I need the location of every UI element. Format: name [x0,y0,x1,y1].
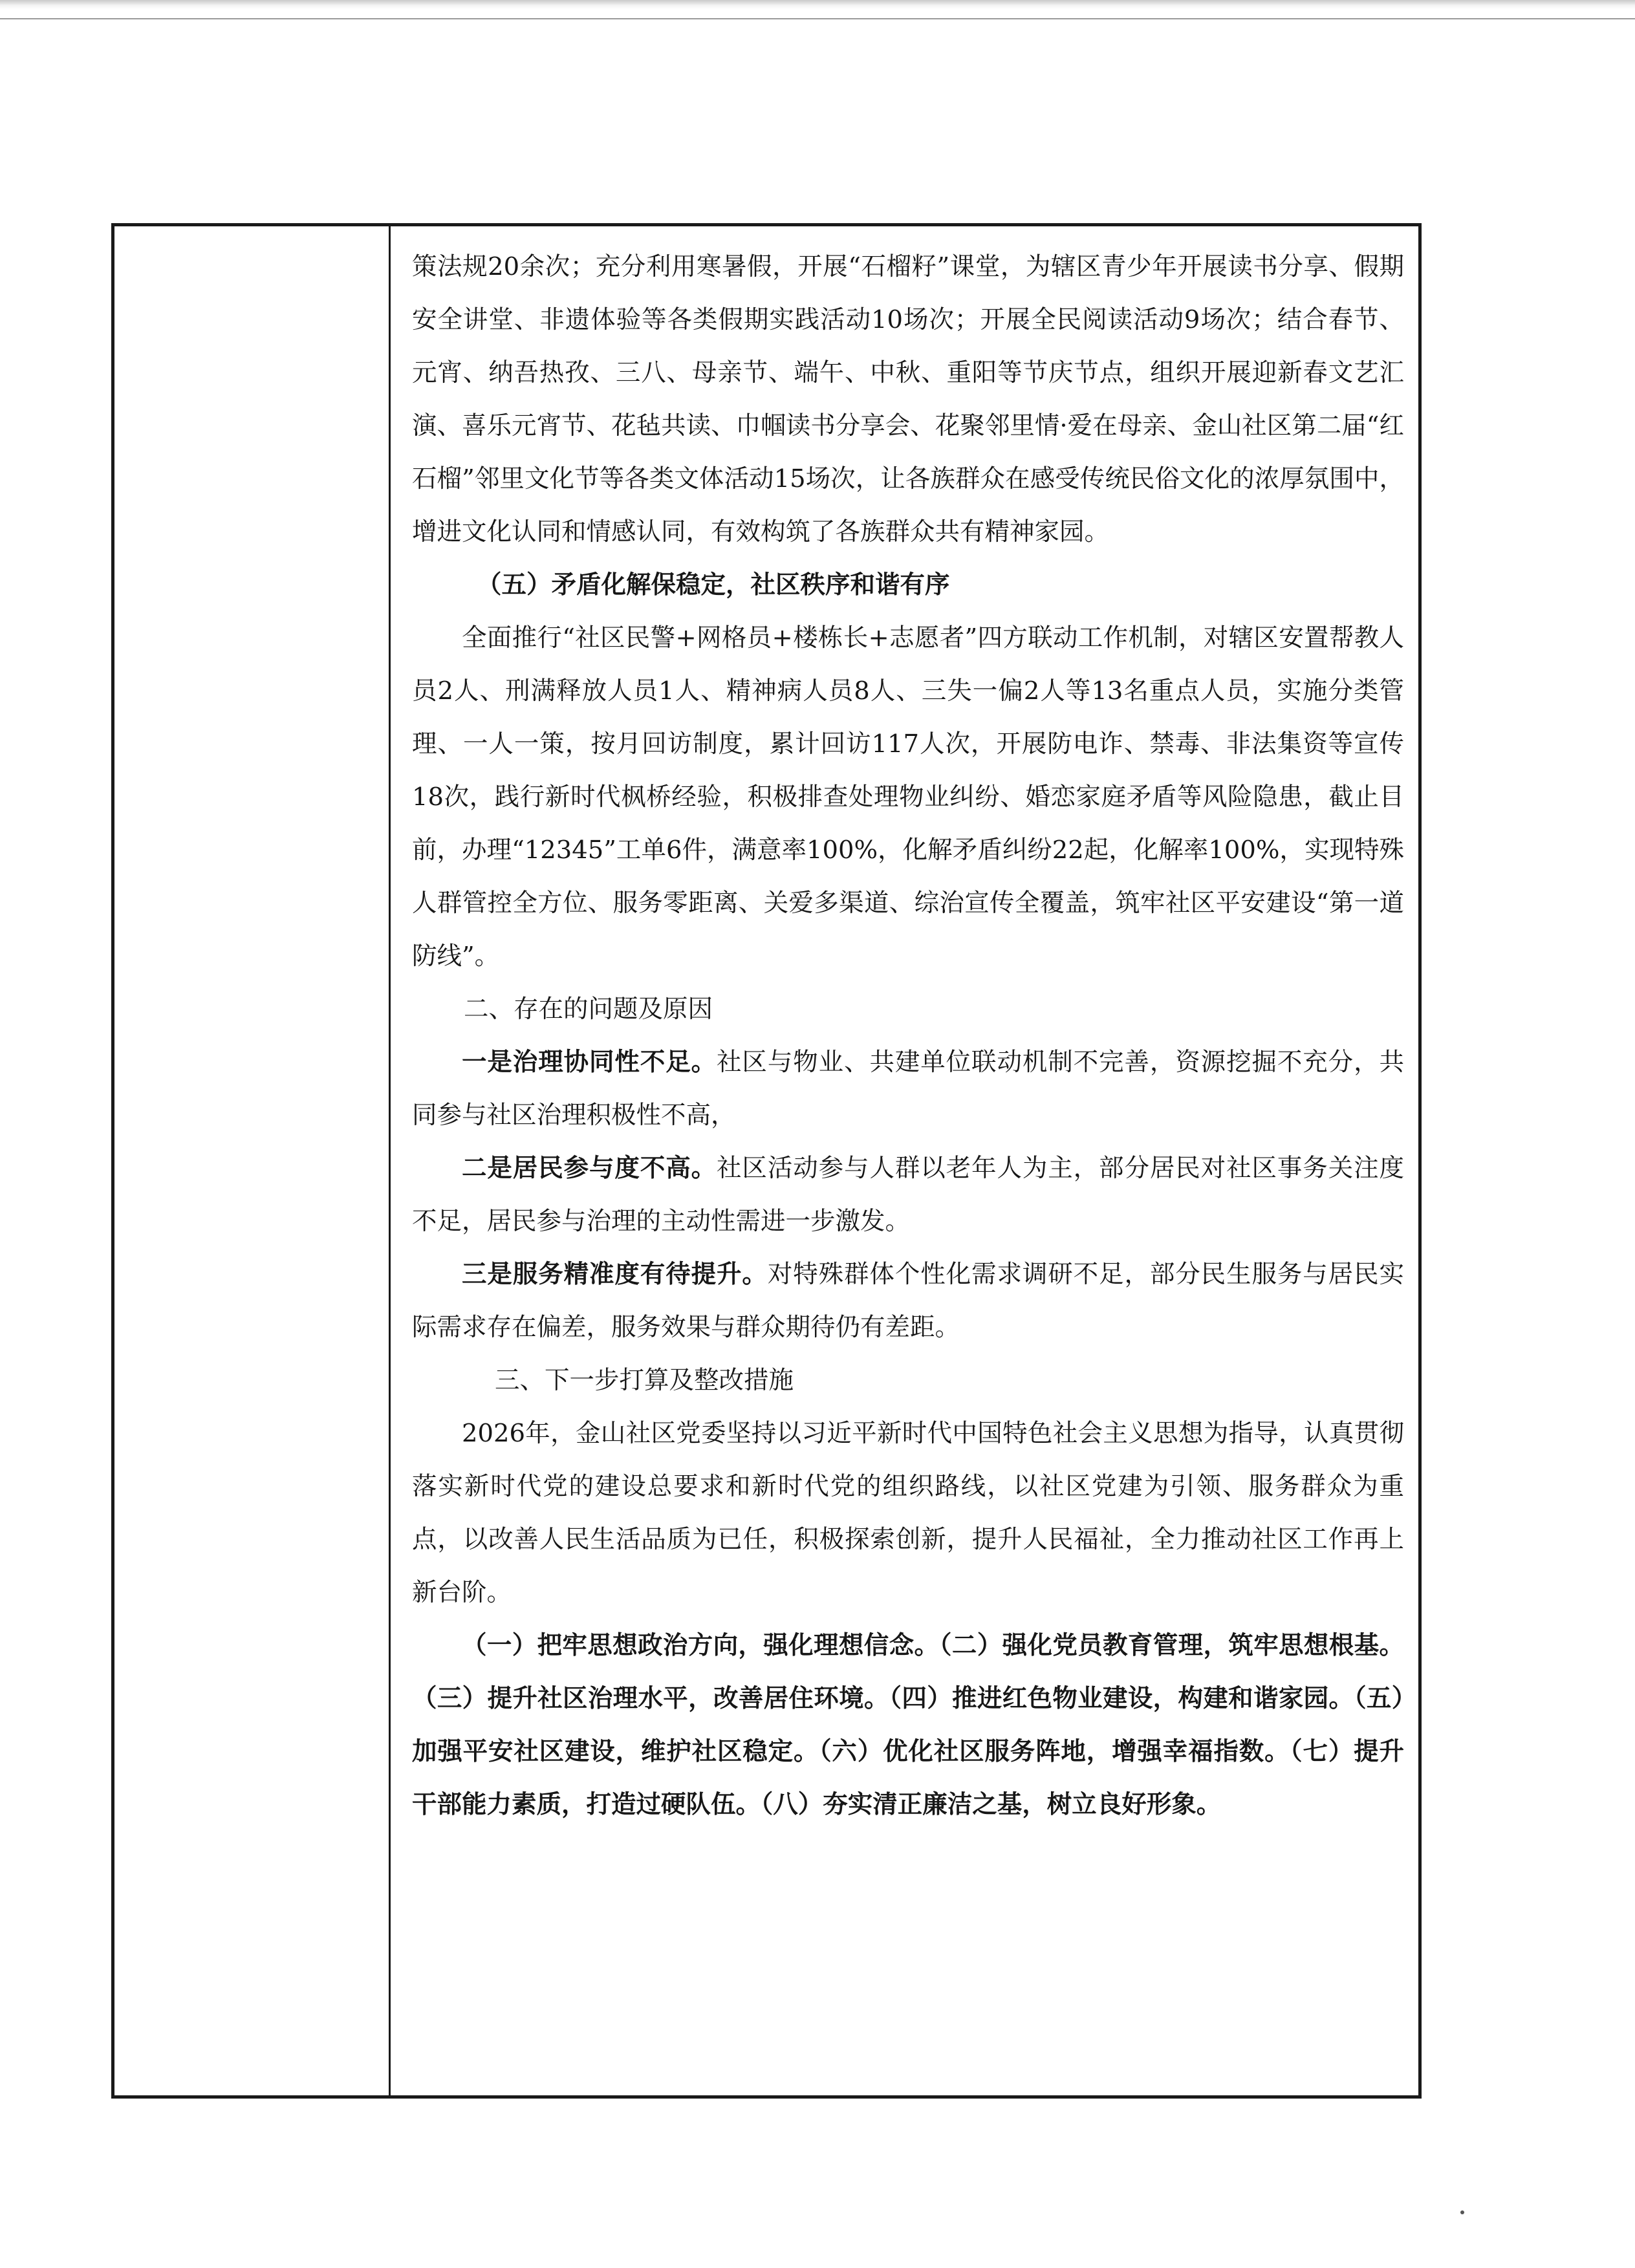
problem-item [412,1036,1404,1142]
plans-intro: 2026年，金山社区党委坚持以习近平新时代中国特色社会主义思想为指导，认真贯彻落实新时代党的建设总要求和新时代党的组织路线，以社区党建为引领、服务群众为重点，以改善人民生活品质为已任，积极探索创新，提升人民福祉，全力推动社区工作再上新台阶。 [412,1419,1404,1607]
problem-item [412,1248,1404,1354]
report-table [111,223,1422,2099]
plans-measures: （一）把牢思想政治方向，强化理想信念。（二）强化党员教育管理，筑牢思想根基。（三）提升社区治理水平，改善居住环境。（四）推进红色物业建设，构建和谐家园。（五）加强平安社区建设，维护社区稳定。（六）优化社区服务阵地，增强幸福指数。（七）提升干部能力素质，打造过硬队伍。（八）夯实清正廉洁之基，树立良好形象。 [412,1631,1404,1819]
plans-heading: 三、下一步打算及整改措施 [495,1366,794,1395]
label-column [114,226,391,2095]
section-5-body: 全面推行“社区民警+网格员+楼栋长+志愿者”四方联动工作机制，对辖区安置帮教人员2人、刑满释放人员1人、精神病人员8人、三失一偏2人等13名重点人员，实施分类管理、一人一策，按月回访制度，累计回访117人次，开展防电诈、禁毒、非法集资等宣传18次，践行新时代枫桥经验，积极排查处理物业纠纷、婚恋家庭矛盾等风险隐患，截止目前，办理“12345”工单6件，满意率100%，化解矛盾纠纷22起，化解率100%，实现特殊人群管控全方位、服务零距离、关爱多渠道、综治宣传全覆盖，筑牢社区平安建设“第一道防线”。 [412,623,1404,971]
continuation-paragraph: 策法规20余次；充分利用寒暑假，开展“石榴籽”课堂，为辖区青少年开展读书分享、假期安全讲堂、非遗体验等各类假期实践活动10场次；开展全民阅读活动9场次；结合春节、元宵、纳吾热孜、三八、母亲节、端午、中秋、重阳等节庆节点，组织开展迎新春文艺汇演、喜乐元宵节、花毡共读、巾帼读书分享会、花聚邻里情·爱在母亲、金山社区第二届“红石榴”邻里文化节等各类文体活动15场次，让各族群众在感受传统民俗文化的浓厚氛围中，增进文化认同和情感认同，有效构筑了各族群众共有精神家园。 [412,252,1404,546]
content-column [393,226,1421,2095]
section-5-heading: （五）矛盾化解保稳定，社区秩序和谐有序 [477,570,950,599]
scan-speck [1460,2210,1464,2214]
problem-text: 对特殊群体个性化需求调研不足，部分民生服务与居民实际需求存在偏差，服务效果与群众期待仍有差距。 [412,1260,1404,1342]
problem-text: 社区与物业、共建单位联动机制不完善，资源挖掘不充分，共同参与社区治理积极性不高， [412,1048,1404,1130]
problem-text: 社区活动参与人群以老年人为主，部分居民对社区事务关注度不足，居民参与治理的主动性需进一步激发。 [412,1154,1404,1236]
problems-heading: 二、存在的问题及原因 [464,995,713,1024]
problem-item [412,1142,1404,1248]
problem-lead: 三是服务精准度有待提升。 [462,1260,768,1289]
problem-lead: 二是居民参与度不高。 [462,1154,717,1183]
scan-edge-line [0,18,1635,19]
problem-lead: 一是治理协同性不足。 [462,1048,717,1077]
scan-edge-shadow [0,0,1635,9]
